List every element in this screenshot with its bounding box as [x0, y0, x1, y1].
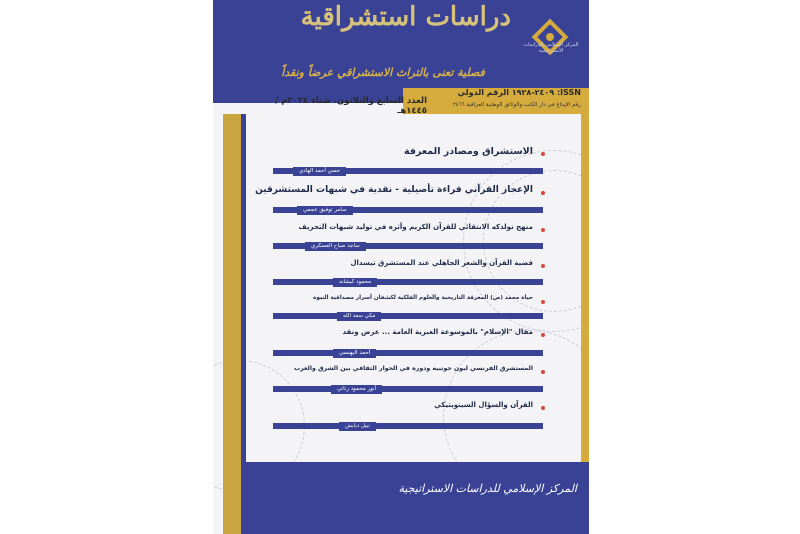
author-name: سامر توفيق عجمي	[297, 206, 353, 215]
article-title: الإعجاز القرآني قراءة تأصيلية - نقدية في شبهات المستشرقين	[255, 185, 533, 195]
cover-footer	[241, 462, 589, 534]
bullet-icon	[541, 300, 545, 304]
author-bar	[273, 313, 543, 319]
bullet-icon	[541, 152, 545, 156]
bullet-icon	[541, 406, 545, 410]
bullet-icon	[541, 228, 545, 232]
article-title: قضية القرآن والشعر الجاهلي عند المستشرق تيسدال	[350, 259, 533, 267]
article-title: المستشرق الفرنسي ليون جوتييه ودوره في الحوار الثقافي بين الشرق والغرب	[293, 365, 533, 372]
issue-info: العدد السابع والثلاثون. شتاء ٢٠٢٤م / ١٤٤٥هـ	[275, 96, 427, 116]
author-name: حسن أحمد الهادي	[293, 167, 346, 176]
logo-text: المركز الإسلامي للدراسات الاستراتيجية	[523, 42, 579, 54]
author-name: نبيل دبابش	[339, 422, 376, 431]
author-name: محمود كيشانه	[333, 278, 377, 287]
article-title: مقال "الإسلام" بالموسوعة العبرية العامة ... عرض ونقد	[342, 328, 533, 336]
article-title: منهج نولدكه الانتقائي للقرآن الكريم وأثره في توليد شبهات التحريف	[298, 223, 533, 231]
author-name: أحمد البهنسي	[333, 349, 376, 358]
bullet-icon	[541, 333, 545, 337]
author-name: مكي سعد الله	[337, 312, 381, 321]
author-bar	[273, 350, 543, 356]
table-of-contents	[213, 0, 589, 534]
author-bar	[273, 279, 543, 285]
article-title: الاستشراق ومصادر المعرفة	[404, 146, 533, 157]
author-bar	[273, 386, 543, 392]
issn-number: ISSN: ٢٤٠٩-١٩٢٨ الرقم الدولي	[457, 88, 581, 97]
article-title: حياة محمد (ص) المعرفة التاريخية والعلوم الفلكية لكشفان أسرار مصداقية النبوة	[313, 295, 533, 301]
bullet-icon	[541, 264, 545, 268]
journal-title: دراسات استشراقية	[300, 2, 511, 32]
publisher-name: المركز الإسلامي للدراسات الاستراتيجية	[398, 482, 577, 495]
bullet-icon	[541, 191, 545, 195]
journal-cover	[213, 0, 589, 534]
author-name: ساجد صباح العسكري	[305, 242, 366, 251]
deposit-number: رقم الإيداع في دار الكتب والوثائق الوطنية العراقية ٢٤٦٦	[452, 102, 581, 108]
author-name: أنور محمود زناتي	[331, 385, 382, 394]
journal-subtitle: فصلية تعنى بالتراث الاستشراقي عرضاً ونقداً	[281, 66, 485, 79]
bullet-icon	[541, 370, 545, 374]
article-title: القرآن والسؤال السينوبتيكي	[434, 401, 533, 409]
author-bar	[273, 423, 543, 429]
